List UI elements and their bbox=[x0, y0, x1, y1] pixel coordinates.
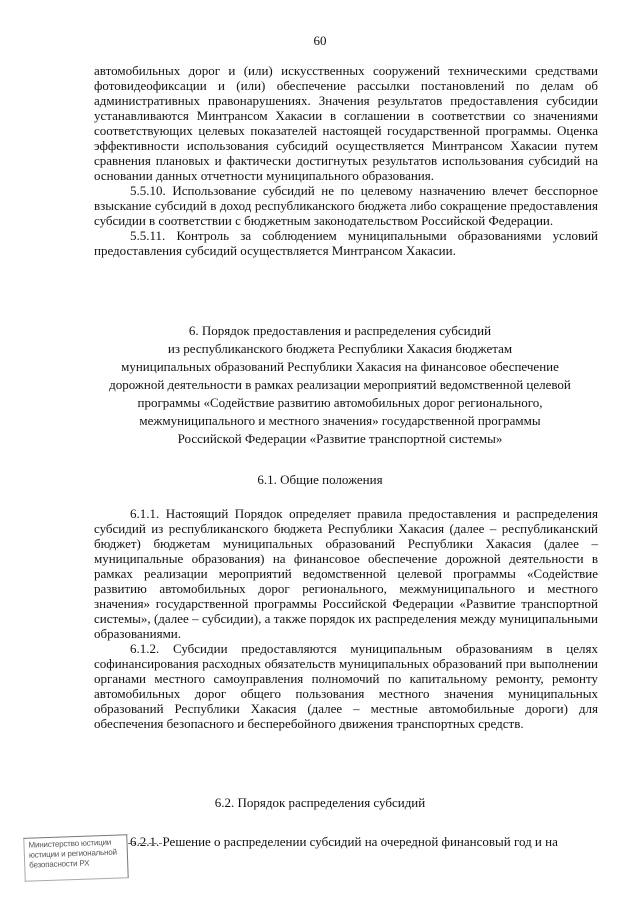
page-number: 60 bbox=[313, 33, 327, 48]
heading-line: 6. Порядок предоставления и распределения субсидий bbox=[188, 323, 492, 338]
paragraph-6-1-1: 6.1.1. Настоящий Порядок определяет правила предоставления и распределения субсидий из республиканского бюджета Республики Хакасия (далее – республиканский бюджет) бюджетам муниципальных образований Республики Хакасия (далее – муниципальные образования) на финансовое обеспечение дорожной деятельности в рамках реализации мероприятий ведомственной целевой программы «Содействие развитию автомобильных дорог регионального, межмуниципального и местного значения» государственной программы Российской Федерации «Развитие транспортной системы», (далее – субсидии), а также порядок их распределения между муниципальными образованиями. bbox=[94, 506, 598, 641]
heading-line: Российской Федерации «Развитие транспортной системы» bbox=[177, 431, 503, 446]
paragraph-6-2-1: 6.2.1. Решение о распределении субсидий на очередной финансовый год и на bbox=[130, 834, 558, 849]
heading-line: межмуниципального и местного значения» государственной программы bbox=[139, 413, 541, 428]
heading-line: из республиканского бюджета Республики Хакасия бюджетам bbox=[167, 341, 513, 356]
subsection-6-2-title: 6.2. Порядок распределения субсидий bbox=[214, 795, 426, 810]
paragraph-6-1-2: 6.1.2. Субсидии предоставляются муниципальным образованиям в целях софинансирования расходных обязательств муниципальных образований при выполнении органами местного самоуправления полномочий по капитальному ремонту, ремонту автомобильных дорог общего пользования местного значения муниципальных образований Республики Хакасия (далее – местные автомобильные дороги) для обеспечения безопасного и бесперебойного движения транспортных средств. bbox=[94, 641, 598, 731]
body-text-6-1 bbox=[94, 506, 598, 731]
stamp-line: безопасности РХ bbox=[29, 858, 90, 870]
subsection-6-1-title: 6.1. Общие положения bbox=[257, 472, 383, 487]
section-6-heading bbox=[70, 322, 610, 448]
paragraph-5-5-10: 5.5.10. Использование субсидий не по целевому назначению влечет бесспорное взыскание субсидий в доход республиканского бюджета либо сокращение предоставления субсидии в соответствии с бюджетным законодательством Российской Федерации. bbox=[94, 183, 598, 228]
paragraph-5-5-11: 5.5.11. Контроль за соблюдением муниципальными образованиями условий предоставления субсидий осуществляется Минтрансом Хакасии. bbox=[94, 228, 598, 258]
stamp-line: Министерство юстиции bbox=[28, 837, 112, 850]
stamp-line: юстиции и региональной bbox=[28, 847, 117, 860]
heading-line: муниципальных образований Республики Хакасия на финансовое обеспечение bbox=[121, 359, 559, 374]
ministry-stamp bbox=[23, 834, 128, 882]
heading-line: дорожной деятельности в рамках реализации мероприятий ведомственной целевой bbox=[109, 377, 571, 392]
paragraph-continuation: автомобильных дорог и (или) искусственных сооружений техническими средствами фотовидеофиксации и (или) обеспечение рассылки постановлений по делам об административных правонарушениях. Значения результатов предоставления субсидии устанавливаются Минтрансом Хакасии в соглашении в соответствии со значениями соответствующих целевых показателей настоящей государственной программы. Оценка эффективности использования субсидий осуществляется Минтрансом Хакасии путем сравнения плановых и фактически достигнутых результатов использования субсидий на основании данных отчетности муниципального образования. bbox=[94, 63, 598, 183]
heading-line: программы «Содействие развитию автомобильных дорог регионального, bbox=[137, 395, 543, 410]
body-text-top bbox=[94, 63, 598, 258]
